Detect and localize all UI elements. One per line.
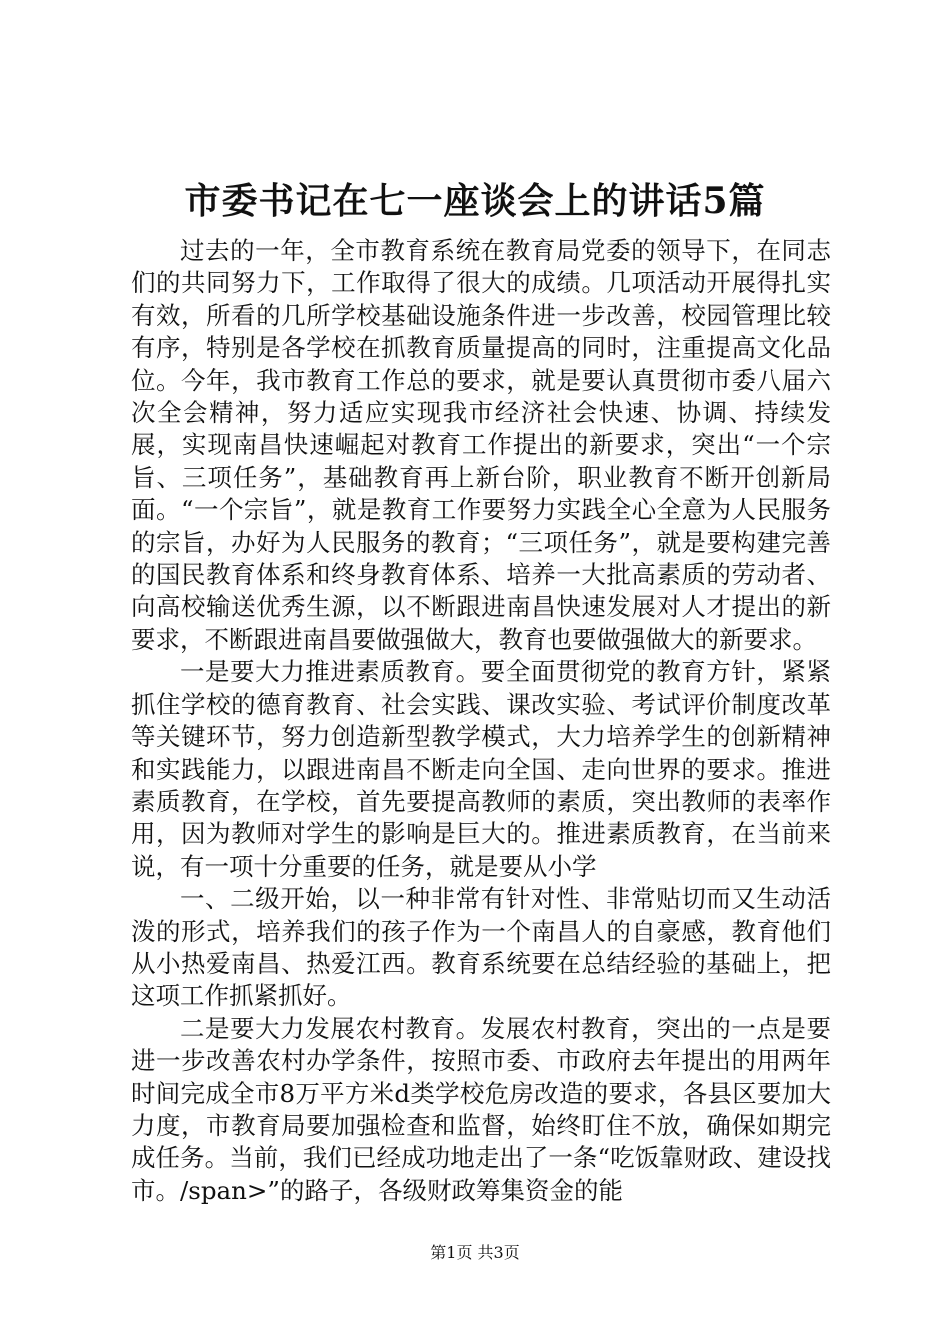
- paragraph: 一是要大力推进素质教育。要全面贯彻党的教育方针，紧紧抓住学校的德育教育、社会实践、课改实验、考试评价制度改革等关键环节，努力创造新型教学模式，大力培养学生的创新精神和实践能力，以跟进南昌不断走向全国、走向世界的要求。推进素质教育，在学校，首先要提高教师的素质，突出教师的表率作用，因为教师对学生的影响是巨大的。推进素质教育，在当前来说，有一项十分重要的任务，就是要从小学: [131, 657, 831, 881]
- page-footer: 第1页 共3页: [430, 1243, 520, 1262]
- document-body: [131, 235, 831, 1207]
- paragraph: 过去的一年，全市教育系统在教育局党委的领导下，在同志们的共同努力下，工作取得了很大的成绩。几项活动开展得扎实有效，所看的几所学校基础设施条件进一步改善，校园管理比较有序，特别是各学校在抓教育质量提高的同时，注重提高文化品位。今年，我市教育工作总的要求，就是要认真贯彻市委八届六次全会精神，努力适应实现我市经济社会快速、协调、持续发展，实现南昌快速崛起对教育工作提出的新要求，突出“一个宗旨、三项任务”，基础教育再上新台阶，职业教育不断开创新局面。“一个宗旨”，就是教育工作要努力实践全心全意为人民服务的宗旨，办好为人民服务的教育；“三项任务”，就是要构建完善的国民教育体系和终身教育体系、培养一大批高素质的劳动者、向高校输送优秀生源，以不断跟进南昌快速发展对人才提出的新要求，不断跟进南昌要做强做大，教育也要做强做大的新要求。: [131, 236, 831, 654]
- paragraph: 一、二级开始，以一种非常有针对性、非常贴切而又生动活泼的形式，培养我们的孩子作为一个南昌人的自豪感，教育他们从小热爱南昌、热爱江西。教育系统要在总结经验的基础上，把这项工作抓紧抓好。: [131, 884, 831, 1011]
- paragraph: 二是要大力发展农村教育。发展农村教育，突出的一点是要进一步改善农村办学条件，按照市委、市政府去年提出的用两年时间完成全市8万平方米d类学校危房改造的要求，各县区要加大力度，市教育局要加强检查和监督，始终盯住不放，确保如期完成任务。当前，我们已经成功地走出了一条“吃饭靠财政、建设找市。/span>”的路子，各级财政筹集资金的能: [131, 1013, 831, 1205]
- document-title: 市委书记在七一座谈会上的讲话5篇: [184, 180, 766, 222]
